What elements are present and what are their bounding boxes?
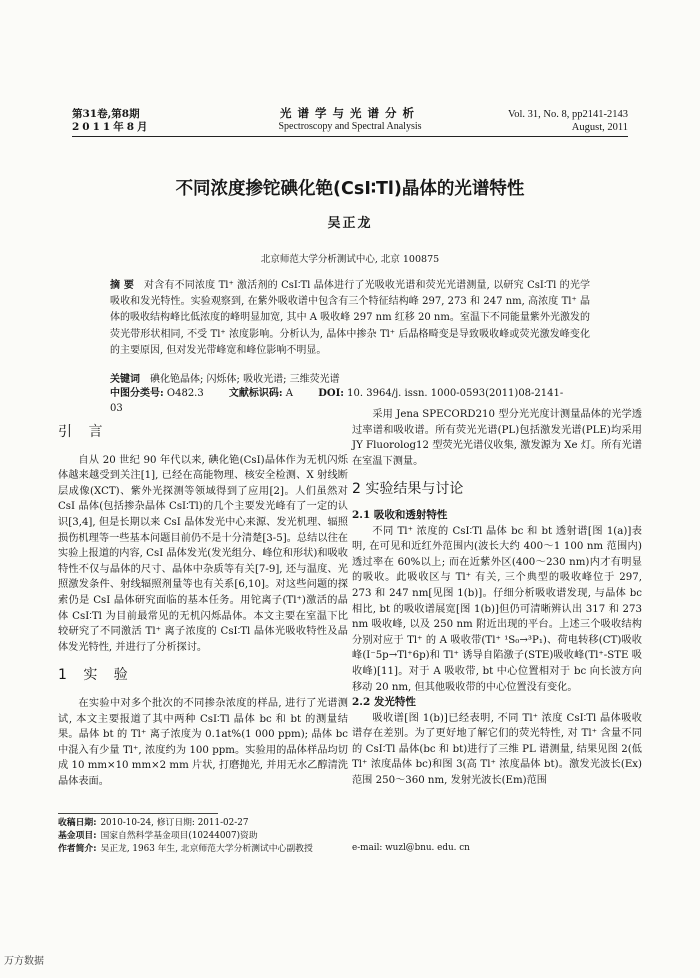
absorption-paragraph: 不同 Tl⁺ 浓度的 CsI∶Tl 晶体 bc 和 bt 透射谱[图 1(a)]表明, 在可见和近红外范围内(波长大约 400～1 100 nm 范围内)透过率在 60%以上; 而在近紫外区(400～230 nm)内才有明显的吸收。此吸收区与 Tl⁺ 有关, 三个典型的吸收峰位于 297, 273 和 247 nm[见图 1(b)]。仔细分析吸收谱发现, 与晶体 bc 相比, bt 的吸收谱展宽[图 1(b)]但仍可清晰辨认出 317 和 273 nm 吸收峰, 以及 250 nm 附近出现的平台。上述三个吸收结构分别对应于 Tl⁺ 的 A 吸收带(Tl⁺ ¹S₀→³P₁)、荷电转移(CT)吸收峰(I⁻5p→Tl⁺6p)和 Tl⁺ 诱导自陷激子(STE)吸收峰(Tl⁺-STE 吸收峰)[11]。对于 A 吸收带, bt 中心位置相对于 bc 向长波方向移动 20 nm, 但其他吸收带的中心位置没有变化。 — [352, 525, 642, 693]
affiliation: 北京师范大学分析测试中心, 北京 100875 — [260, 254, 440, 265]
doi-label: DOI: — [318, 388, 344, 399]
abstract-text: 对含有不同浓度 Tl⁺ 激活剂的 CsI∶Tl 晶体进行了光吸收光谱和荧光光谱测量, 以研究 CsI∶Tl 的光学吸收和发光特性。实验观察到, 在紫外吸收谱中包含有三个特征结构峰 297, 273 和 247 nm, 高浓度 Tl⁺ 晶体的吸收结构峰比低浓度的峰明显加宽, 其中 A 吸收峰 297 nm 红移 20 nm。室温下不同能量紫外光激发的荧光带形状相同, 不受 Tl⁺ 浓度影响。分析认为, 晶体中掺杂 Tl⁺ 后晶格畸变是导致吸收峰或荧光激发峰变化的主要原因, 但对发光带峰宽和峰位影响不明显。 — [110, 280, 591, 356]
keywords — [110, 372, 590, 387]
intro-paragraph: 自从 20 世纪 90 年代以来, 碘化铯(CsI)晶体作为无机闪烁体越来越受到关注[1], 已经在高能物理、核安全检测、X 射线断层成像(XCT)、紫外光探测等领域得到了应用[2]。人们虽然对 CsI 晶体(包括掺杂晶体 CsI∶Tl)的几个主要发光峰有了一定的认识[3,4], 但是长期以来 CsI 晶体发光中心来源、发光机理、辐照损伤机理等一些基本问题目前仍不是十分清楚[3-5]。总结以往在实验上报道的内容, CsI 晶体发光(发光组分、峰位和形状)和吸收特性不仅与晶体的尺寸、晶体中杂质等有关[7-9], 还与温度、光照激发条件、射线辐照剂量等也有关系[6,10]。对这些问题的探索仍是 CsI 晶体研究面临的基本任务。用铊离子(Tl⁺)激活的晶体 CsI∶Tl 为目前最常见的无机闪烁晶体。本文主要在室温下比较研究了不同激活 Tl⁺ 离子浓度的 CsI∶Tl 晶体光吸收特性及晶体发光特性, 并进行了分析探讨。 — [58, 454, 348, 653]
journal-volume-info — [72, 108, 151, 134]
volume-issue: 第31卷,第8期 — [72, 108, 140, 120]
doi-value: 10. 3964/j. issn. 1000-0593(2011)08-2141-03 — [110, 388, 564, 414]
watermark: 万方数据 — [4, 956, 44, 967]
header-divider — [72, 136, 628, 137]
abstract-label: 摘 要 — [110, 280, 135, 291]
received-value: 2010-10-24, 修订日期: 2011-02-27 — [100, 818, 249, 828]
doc-code-field — [229, 388, 293, 399]
footnotes — [58, 817, 313, 857]
paper-title: 不同浓度掺铊碘化铯(CsI∶Tl)晶体的光谱特性 — [175, 179, 525, 199]
received-date — [58, 817, 313, 830]
journal-pages-info — [508, 108, 628, 134]
publication-date-en: August, 2011 — [571, 122, 628, 133]
journal-name — [230, 107, 470, 133]
keywords-label: 关键词 — [110, 374, 140, 385]
author-email: e-mail: wuzl@bnu. edu. cn — [352, 843, 470, 853]
funding — [58, 830, 313, 843]
luminescence-subheading: 2.2 发光特性 — [352, 696, 416, 709]
results-heading: 2 实验结果与讨论 — [352, 481, 464, 498]
experiment-paragraph: 在实验中对多个批次的不同掺杂浓度的样品, 进行了光谱测试, 本文主要报道了其中两种 CsI∶Tl 晶体 bc 和 bt 的测量结果。晶体 bt 的 Tl⁺ 离子浓度为 0.1at%(1 000 ppm); 晶体 bc 中混入有少量 Tl⁺, 浓度约为 100 ppm。实验用的晶体样品均切成 10 mm×10 mm×2 mm 片状, 打磨抛光, 并用无水乙醇清洗晶体表面。 — [58, 697, 348, 787]
publication-date-cn: 2011年8月 — [72, 121, 151, 133]
doc-code-value: A — [285, 388, 294, 399]
clc-value: O482.3 — [166, 388, 204, 399]
clc-label: 中图分类号: — [110, 388, 164, 399]
keywords-text: 碘化铯晶体; 闪烁体; 吸收光谱; 三维荧光谱 — [150, 374, 340, 385]
received-label: 收稿日期: — [58, 818, 97, 828]
right-column — [352, 407, 642, 789]
doc-code-label: 文献标识码: — [228, 388, 283, 399]
footnote-divider — [58, 813, 218, 814]
abstract — [110, 278, 590, 359]
author-bio — [58, 843, 313, 856]
journal-name-en: Spectroscopy and Spectral Analysis — [278, 121, 422, 132]
left-column — [58, 425, 348, 789]
method-paragraph: 采用 Jena SPECORD210 型分光光度计测量晶体的光学透过率谱和吸收谱。所有荧光光谱(PL)包括激发光谱(PLE)均采用 JY Fluorolog12 型荧光光谱仪收集, 激发源为 Xe 灯。所有光谱在室温下测量。 — [352, 409, 642, 467]
author-name: 吴正龙 — [327, 216, 373, 231]
clc-field — [110, 388, 204, 399]
funding-value: 国家自然科学基金项目(10244007)资助 — [100, 831, 258, 842]
intro-heading: 引 言 — [58, 424, 109, 440]
luminescence-paragraph: 吸收谱[图 1(b)]已经表明, 不同 Tl⁺ 浓度 CsI∶Tl 晶体吸收谱存在差别。为了更好地了解它们的荧光特性, 对 Tl⁺ 含量不同的 CsI∶Tl 晶体(bc 和 bt)进行了三维 PL 谱测量, 结果见图 2(低 Tl⁺ 浓度晶体 bc)和图 3(高 Tl⁺ 浓度晶体 bt)。激发光波长(Ex)范围 250～360 nm, 发射光波长(Em)范围 — [352, 712, 642, 787]
absorption-subheading: 2.1 吸收和透射特性 — [352, 508, 448, 521]
volume-pages-en: Vol. 31, No. 8, pp2141-2143 — [508, 109, 628, 120]
journal-name-cn: 光谱学与光谱分析 — [280, 106, 420, 120]
bio-value: 吴正龙, 1963 年生, 北京师范大学分析测试中心副教授 — [100, 844, 313, 855]
bio-label: 作者简介: — [58, 844, 97, 855]
experiment-heading: 1 实 验 — [58, 667, 134, 684]
funding-label: 基金项目: — [58, 831, 97, 842]
